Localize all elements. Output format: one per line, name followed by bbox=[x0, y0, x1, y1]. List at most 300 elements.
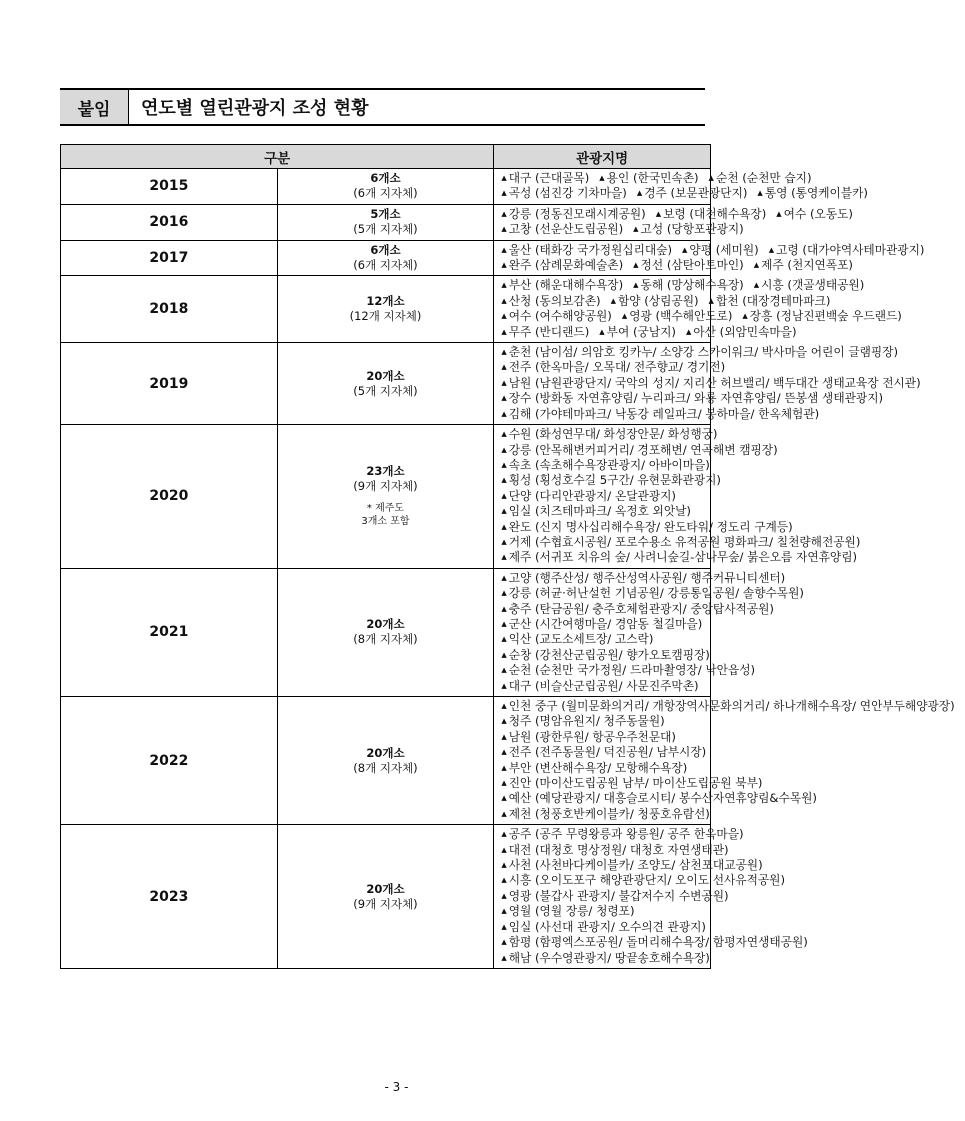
count-cell bbox=[277, 204, 494, 240]
attachment-label: 붙임 bbox=[60, 90, 129, 124]
place-item bbox=[501, 325, 589, 339]
bullet-triangle-icon: ▲ bbox=[501, 476, 507, 485]
place-name: 부안 (변산해수욕장/ 모항해수욕장) bbox=[508, 760, 688, 775]
place-name: 아산 (외암민속마을) bbox=[693, 324, 797, 339]
municipality-count: (12개 지자체) bbox=[349, 309, 422, 324]
place-item bbox=[501, 294, 600, 308]
place-name: 시흥 (갯골생태공원) bbox=[761, 278, 865, 293]
place-item bbox=[501, 873, 785, 887]
municipality-count: (6개 지자체) bbox=[353, 186, 418, 201]
place-item bbox=[501, 391, 883, 405]
year-cell: 2018 bbox=[61, 276, 278, 343]
place-name: 고양 (행주산성/ 행주산성역사공원/ 행주커뮤니티센터) bbox=[508, 570, 786, 585]
place-item bbox=[501, 504, 691, 518]
place-item bbox=[501, 699, 954, 713]
bullet-triangle-icon: ▲ bbox=[501, 312, 507, 321]
site-count: 6개소 bbox=[370, 171, 401, 186]
municipality-count: (6개 지자체) bbox=[353, 258, 418, 273]
place-item bbox=[501, 632, 653, 646]
place-name: 김해 (가야테마파크/ 낙동강 레일파크/ 봉하마을/ 한옥체험관) bbox=[508, 406, 820, 421]
municipality-count: (8개 지자체) bbox=[353, 632, 418, 647]
place-name: 제천 (청풍호반케이블카/ 청풍호유람선) bbox=[508, 806, 710, 821]
bullet-triangle-icon: ▲ bbox=[753, 281, 760, 290]
document-title: 연도별 열린관광지 조성 현황 bbox=[141, 98, 369, 119]
bullet-triangle-icon: ▲ bbox=[753, 261, 760, 270]
place-name: 영월 (영월 장릉/ 청령포) bbox=[508, 904, 635, 919]
place-item bbox=[501, 745, 706, 759]
bullet-triangle-icon: ▲ bbox=[501, 922, 507, 931]
places-cell bbox=[494, 825, 808, 969]
place-name: 장흥 (정남진편백숲 우드랜드) bbox=[749, 309, 902, 324]
places-line bbox=[501, 186, 868, 201]
place-name: 장수 (방화동 자연휴양림/ 누리파크/ 와룡 자연휴양림/ 뜬봉샘 생태관광지) bbox=[508, 391, 884, 406]
title-bar bbox=[60, 88, 705, 126]
place-name: 강릉 (안목해변커피거리/ 경포해변/ 연곡해변 캠핑장) bbox=[508, 442, 778, 457]
place-name: 수원 (화성연무대/ 화성장안문/ 화성행궁) bbox=[508, 427, 718, 442]
place-item bbox=[709, 294, 831, 308]
place-name: 시흥 (오이도포구 해양관광단지/ 오이도 선사유적공원) bbox=[508, 873, 786, 888]
places-line bbox=[501, 258, 853, 273]
count-cell bbox=[277, 825, 494, 969]
site-count: 20개소 bbox=[366, 617, 405, 632]
place-name: 동해 (망상해수욕장) bbox=[640, 278, 744, 293]
places-line bbox=[501, 858, 763, 873]
bullet-triangle-icon: ▲ bbox=[655, 209, 662, 218]
place-name: 양평 (세미원) bbox=[689, 242, 759, 257]
place-item bbox=[501, 278, 623, 292]
place-item bbox=[501, 920, 706, 934]
year-cell: 2015 bbox=[61, 169, 278, 205]
places-line bbox=[501, 873, 786, 888]
place-name: 완주 (삼례문화예술촌) bbox=[508, 258, 624, 273]
bullet-triangle-icon: ▲ bbox=[633, 225, 639, 234]
table-row bbox=[61, 425, 711, 569]
place-item bbox=[501, 951, 710, 965]
bullet-triangle-icon: ▲ bbox=[610, 296, 616, 305]
bullet-triangle-icon: ▲ bbox=[501, 348, 507, 357]
bullet-triangle-icon: ▲ bbox=[501, 891, 507, 900]
table-row bbox=[61, 169, 711, 205]
municipality-count: (8개 지자체) bbox=[353, 760, 418, 775]
places-line bbox=[501, 309, 902, 324]
municipality-count: (5개 지자체) bbox=[353, 222, 418, 237]
place-item bbox=[686, 325, 797, 339]
place-name: 무주 (반디랜드) bbox=[508, 324, 590, 339]
place-name: 여수 (여수해양공원) bbox=[508, 309, 612, 324]
place-item bbox=[754, 278, 865, 292]
places-line bbox=[501, 345, 899, 360]
place-item bbox=[501, 309, 612, 323]
place-item bbox=[501, 827, 743, 841]
table-row bbox=[61, 825, 711, 969]
place-item bbox=[769, 243, 925, 257]
place-item bbox=[501, 776, 762, 790]
place-name: 함평 (함평엑스포공원/ 돌머리해수욕장/ 함평자연생태공원) bbox=[508, 935, 808, 950]
place-item bbox=[501, 360, 725, 374]
place-name: 강릉 (정동진모래시계공원) bbox=[508, 206, 646, 221]
bullet-triangle-icon: ▲ bbox=[685, 327, 692, 336]
places-line bbox=[501, 550, 858, 565]
municipality-count: (9개 지자체) bbox=[353, 896, 418, 911]
place-item bbox=[501, 586, 804, 600]
count-cell bbox=[277, 343, 494, 425]
places-cell bbox=[494, 204, 853, 240]
place-name: 횡성 (횡성호수길 5구간/ 유현문화관광지) bbox=[508, 473, 721, 488]
places-line bbox=[501, 242, 925, 258]
place-item bbox=[501, 243, 672, 257]
site-count: 23개소 bbox=[366, 464, 405, 479]
place-item bbox=[501, 535, 860, 549]
bullet-triangle-icon: ▲ bbox=[636, 189, 643, 198]
bullet-triangle-icon: ▲ bbox=[501, 445, 507, 454]
place-name: 합천 (대장경테마파크) bbox=[715, 293, 831, 308]
places-cell bbox=[494, 568, 804, 696]
bullet-triangle-icon: ▲ bbox=[501, 537, 507, 546]
bullet-triangle-icon: ▲ bbox=[501, 876, 507, 885]
place-item bbox=[622, 309, 733, 323]
site-count: 5개소 bbox=[370, 207, 401, 222]
site-count: 20개소 bbox=[366, 745, 405, 760]
bullet-triangle-icon: ▲ bbox=[633, 261, 639, 270]
site-count: 20개소 bbox=[366, 368, 405, 383]
place-item bbox=[637, 186, 748, 200]
place-name: 순천 (순천만 습지) bbox=[715, 171, 812, 185]
places-line bbox=[501, 807, 710, 822]
bullet-triangle-icon: ▲ bbox=[501, 748, 507, 757]
place-name: 진안 (마이산도립공원 남부/ 마이산도립공원 북부) bbox=[508, 776, 763, 791]
count-note-line: * 제주도 bbox=[366, 503, 405, 515]
place-name: 대구 (비슬산군립공원/ 사문진주막촌) bbox=[508, 678, 699, 693]
table-row bbox=[61, 276, 711, 343]
table-row bbox=[61, 697, 711, 825]
place-item bbox=[501, 376, 920, 390]
places-line bbox=[501, 391, 884, 406]
place-item bbox=[682, 243, 759, 257]
place-item bbox=[501, 520, 792, 534]
bullet-triangle-icon: ▲ bbox=[599, 174, 605, 182]
place-name: 영광 (불갑사 관광지/ 불갑저수지 수변공원) bbox=[508, 888, 729, 903]
year-cell: 2023 bbox=[61, 825, 278, 969]
bullet-triangle-icon: ▲ bbox=[501, 430, 507, 439]
places-line bbox=[501, 791, 817, 806]
year-cell: 2021 bbox=[61, 568, 278, 696]
bullet-triangle-icon: ▲ bbox=[501, 861, 507, 870]
bullet-triangle-icon: ▲ bbox=[501, 763, 507, 772]
bullet-triangle-icon: ▲ bbox=[501, 573, 507, 582]
bullet-triangle-icon: ▲ bbox=[621, 312, 628, 321]
place-name: 속초 (속초해수욕장관광지/ 아바이마을) bbox=[508, 457, 710, 472]
place-name: 군산 (시간여행마을/ 경암동 철길마을) bbox=[508, 616, 703, 631]
place-name: 대구 (근대골목) bbox=[508, 171, 590, 185]
place-item bbox=[501, 443, 777, 457]
place-item bbox=[501, 489, 676, 503]
bullet-triangle-icon: ▲ bbox=[501, 261, 507, 270]
count-cell bbox=[277, 169, 494, 205]
place-item bbox=[501, 843, 728, 857]
place-item bbox=[501, 791, 817, 805]
place-name: 남원 (남원관광단지/ 국악의 성지/ 지리산 허브밸리/ 백두대간 생태교육장 전시관) bbox=[508, 375, 921, 390]
count-note-line: 3개소 포함 bbox=[361, 516, 410, 528]
place-item bbox=[501, 407, 819, 421]
places-line bbox=[501, 519, 793, 535]
place-name: 통영 (통영케이블카) bbox=[764, 186, 868, 201]
place-item bbox=[599, 325, 676, 339]
place-item bbox=[754, 258, 853, 272]
table-row bbox=[61, 204, 711, 240]
bullet-triangle-icon: ▲ bbox=[501, 281, 507, 290]
place-item bbox=[501, 858, 762, 872]
places-line bbox=[501, 679, 710, 694]
place-item bbox=[501, 345, 898, 359]
bullet-triangle-icon: ▲ bbox=[501, 245, 507, 254]
place-name: 사천 (사천바다케이블카/ 조양도/ 삼천포대교공원) bbox=[508, 858, 763, 873]
place-name: 제주 (천지연폭포) bbox=[761, 258, 853, 273]
bullet-triangle-icon: ▲ bbox=[501, 225, 507, 234]
year-cell: 2019 bbox=[61, 343, 278, 425]
page-number: - 3 - bbox=[384, 1080, 409, 1094]
year-cell: 2022 bbox=[61, 697, 278, 825]
place-name: 영광 (백수해안도로) bbox=[629, 309, 733, 324]
place-name: 여수 (오동도) bbox=[783, 206, 853, 221]
bullet-triangle-icon: ▲ bbox=[501, 327, 507, 336]
bullet-triangle-icon: ▲ bbox=[501, 953, 507, 962]
places-line bbox=[501, 171, 812, 186]
place-name: 해남 (우수영관광지/ 땅끝송호해수욕장) bbox=[508, 950, 710, 965]
bullet-triangle-icon: ▲ bbox=[501, 635, 507, 644]
place-item bbox=[709, 171, 812, 185]
bullet-triangle-icon: ▲ bbox=[501, 589, 507, 598]
place-name: 울산 (태화강 국가정원십리대숲) bbox=[508, 242, 673, 257]
count-cell bbox=[277, 240, 494, 276]
places-line bbox=[501, 842, 729, 858]
place-name: 곡성 (섬진강 기차마을) bbox=[508, 186, 627, 201]
places-line bbox=[501, 632, 710, 647]
bullet-triangle-icon: ▲ bbox=[682, 245, 688, 254]
places-line bbox=[501, 375, 921, 391]
place-item bbox=[501, 186, 627, 200]
place-name: 인천 중구 (월미문화의거리/ 개항장역사문화의거리/ 하나개해수욕장/ 연안부두해양광장) bbox=[508, 699, 955, 713]
bullet-triangle-icon: ▲ bbox=[501, 794, 507, 803]
place-name: 공주 (공주 무령왕릉과 왕릉원/ 공주 한옥마을) bbox=[508, 827, 744, 842]
places-line bbox=[501, 534, 861, 550]
places-line bbox=[501, 714, 710, 729]
count-cell bbox=[277, 425, 494, 569]
place-item bbox=[501, 171, 589, 185]
places-line bbox=[501, 951, 710, 966]
place-name: 대전 (대청호 명상정원/ 대청호 자연생태관) bbox=[508, 842, 729, 857]
place-name: 보령 (대천해수욕장) bbox=[663, 206, 767, 221]
places-cell bbox=[494, 240, 925, 276]
bullet-triangle-icon: ▲ bbox=[501, 938, 507, 947]
places-line bbox=[501, 504, 710, 519]
places-line bbox=[501, 904, 710, 919]
place-name: 익산 (교도소세트장/ 고스락) bbox=[508, 632, 654, 647]
bullet-triangle-icon: ▲ bbox=[501, 809, 507, 818]
bullet-triangle-icon: ▲ bbox=[501, 681, 507, 690]
places-line bbox=[501, 827, 744, 842]
place-name: 전주 (한옥마을/ 오목대/ 전주향교/ 경기전) bbox=[508, 360, 726, 375]
places-line bbox=[501, 293, 831, 309]
place-item bbox=[501, 807, 710, 821]
bullet-triangle-icon: ▲ bbox=[708, 174, 714, 182]
places-cell bbox=[494, 697, 955, 825]
places-line bbox=[501, 601, 774, 617]
count-cell bbox=[277, 568, 494, 696]
places-line bbox=[501, 570, 786, 586]
place-name: 춘천 (남이섬/ 의암호 킹카누/ 소양강 스카이워크/ 박사마을 어린이 글램핑장) bbox=[508, 345, 899, 360]
bullet-triangle-icon: ▲ bbox=[501, 363, 507, 372]
place-item bbox=[501, 904, 634, 918]
bullet-triangle-icon: ▲ bbox=[501, 296, 507, 305]
place-item bbox=[501, 473, 721, 487]
place-item bbox=[501, 258, 623, 272]
places-cell bbox=[494, 169, 868, 205]
places-line bbox=[501, 617, 710, 632]
places-line bbox=[501, 427, 718, 442]
count-note bbox=[278, 502, 494, 528]
places-line bbox=[501, 442, 778, 458]
year-cell: 2016 bbox=[61, 204, 278, 240]
bullet-triangle-icon: ▲ bbox=[599, 327, 605, 336]
place-item bbox=[611, 294, 699, 308]
bullet-triangle-icon: ▲ bbox=[501, 522, 507, 531]
bullet-triangle-icon: ▲ bbox=[501, 507, 507, 516]
places-line bbox=[501, 888, 729, 904]
place-name: 청주 (명암유원지/ 청주동물원) bbox=[508, 714, 665, 729]
places-line bbox=[501, 473, 721, 488]
bullet-triangle-icon: ▲ bbox=[742, 312, 748, 321]
place-name: 고성 (당항포관광지) bbox=[640, 222, 744, 237]
municipality-count: (9개 지자체) bbox=[353, 479, 418, 494]
place-name: 부여 (궁남지) bbox=[606, 324, 676, 339]
places-cell bbox=[494, 276, 902, 343]
bullet-triangle-icon: ▲ bbox=[501, 604, 507, 613]
site-count: 6개소 bbox=[370, 243, 401, 258]
table-row bbox=[61, 343, 711, 425]
bullet-triangle-icon: ▲ bbox=[757, 189, 763, 198]
place-name: 완도 (신지 명사십리해수욕장/ 완도타워/ 정도리 구계등) bbox=[508, 519, 793, 534]
places-line bbox=[501, 206, 853, 222]
place-item bbox=[501, 648, 710, 662]
place-item bbox=[501, 222, 623, 236]
place-item bbox=[501, 935, 808, 949]
place-item bbox=[776, 207, 853, 221]
bullet-triangle-icon: ▲ bbox=[501, 619, 507, 628]
place-item bbox=[633, 258, 744, 272]
bullet-triangle-icon: ▲ bbox=[501, 409, 507, 418]
bullet-triangle-icon: ▲ bbox=[768, 245, 775, 254]
header-category: 구분 bbox=[61, 145, 494, 169]
places-line bbox=[501, 776, 763, 791]
bullet-triangle-icon: ▲ bbox=[501, 666, 507, 675]
place-item bbox=[656, 207, 767, 221]
place-item bbox=[501, 571, 785, 585]
bullet-triangle-icon: ▲ bbox=[501, 717, 507, 726]
table-body bbox=[61, 169, 955, 969]
places-cell bbox=[494, 343, 921, 425]
count-cell bbox=[277, 697, 494, 825]
places-line bbox=[501, 489, 710, 504]
place-name: 산청 (동의보감촌) bbox=[508, 293, 601, 308]
place-name: 용인 (한국민속촌) bbox=[606, 171, 699, 185]
place-name: 고령 (대가야역사테마관광지) bbox=[776, 242, 925, 257]
table-header-row bbox=[61, 145, 711, 169]
bullet-triangle-icon: ▲ bbox=[501, 732, 507, 741]
place-item bbox=[501, 617, 702, 631]
municipality-count: (5개 지자체) bbox=[353, 383, 418, 398]
places-line bbox=[501, 360, 726, 375]
place-name: 정선 (삼탄아트마인) bbox=[640, 258, 744, 273]
place-name: 부산 (해운대해수욕장) bbox=[508, 278, 624, 293]
place-item bbox=[501, 458, 710, 472]
bullet-triangle-icon: ▲ bbox=[633, 281, 639, 290]
places-line bbox=[501, 699, 955, 714]
places-line bbox=[501, 663, 756, 678]
bullet-triangle-icon: ▲ bbox=[501, 650, 507, 659]
place-item bbox=[501, 427, 717, 441]
bullet-triangle-icon: ▲ bbox=[501, 779, 507, 788]
places-line bbox=[501, 406, 820, 422]
bullet-triangle-icon: ▲ bbox=[776, 209, 782, 218]
bullet-triangle-icon: ▲ bbox=[501, 209, 507, 218]
place-name: 임실 (치즈테마파크/ 옥정호 외앗날) bbox=[508, 504, 691, 519]
place-item bbox=[501, 889, 728, 903]
bullet-triangle-icon: ▲ bbox=[501, 830, 507, 839]
place-item bbox=[633, 278, 744, 292]
bullet-triangle-icon: ▲ bbox=[501, 907, 507, 916]
places-line bbox=[501, 278, 865, 293]
place-name: 강릉 (허균·허난설헌 기념공원/ 강릉통일공원/ 솔향수목원) bbox=[508, 586, 804, 601]
place-name: 순창 (강천산군립공원/ 향가오토캠핑장) bbox=[508, 647, 710, 662]
bullet-triangle-icon: ▲ bbox=[501, 189, 507, 198]
places-line bbox=[501, 324, 797, 340]
places-cell bbox=[494, 425, 861, 569]
places-line bbox=[501, 586, 804, 601]
bullet-triangle-icon: ▲ bbox=[501, 460, 507, 469]
place-name: 예산 (예당관광지/ 대흥슬로시티/ 봉수산자연휴양림&수목원) bbox=[508, 791, 817, 806]
place-name: 순천 (순천만 국가정원/ 드라마촬영장/ 낙안읍성) bbox=[508, 663, 756, 678]
place-item bbox=[501, 714, 664, 728]
place-name: 경주 (보문관광단지) bbox=[644, 186, 748, 201]
place-item bbox=[501, 207, 645, 221]
places-line bbox=[501, 745, 710, 760]
year-cell: 2017 bbox=[61, 240, 278, 276]
place-item bbox=[757, 186, 868, 200]
place-item bbox=[742, 309, 901, 323]
places-line bbox=[501, 761, 710, 776]
header-places: 관광지명 bbox=[494, 145, 711, 169]
places-line bbox=[501, 222, 744, 237]
site-count: 12개소 bbox=[366, 294, 405, 309]
place-item bbox=[501, 550, 857, 564]
place-item bbox=[501, 663, 755, 677]
bullet-triangle-icon: ▲ bbox=[501, 845, 507, 854]
table-row bbox=[61, 568, 711, 696]
place-name: 제주 (서귀포 치유의 숲/ 사려니숲길-삼나무숲/ 붉은오름 자연휴양림) bbox=[508, 550, 858, 565]
year-cell: 2020 bbox=[61, 425, 278, 569]
place-item bbox=[633, 222, 744, 236]
places-line bbox=[501, 935, 808, 950]
bullet-triangle-icon: ▲ bbox=[708, 296, 714, 305]
bullet-triangle-icon: ▲ bbox=[501, 491, 507, 500]
tourist-sites-table bbox=[60, 144, 955, 969]
place-item bbox=[599, 171, 698, 185]
places-line bbox=[501, 920, 710, 935]
place-name: 충주 (탄금공원/ 충주호체험관광지/ 중앙탑사적공원) bbox=[508, 601, 774, 616]
place-item bbox=[501, 602, 774, 616]
bullet-triangle-icon: ▲ bbox=[501, 553, 507, 562]
bullet-triangle-icon: ▲ bbox=[501, 394, 507, 403]
